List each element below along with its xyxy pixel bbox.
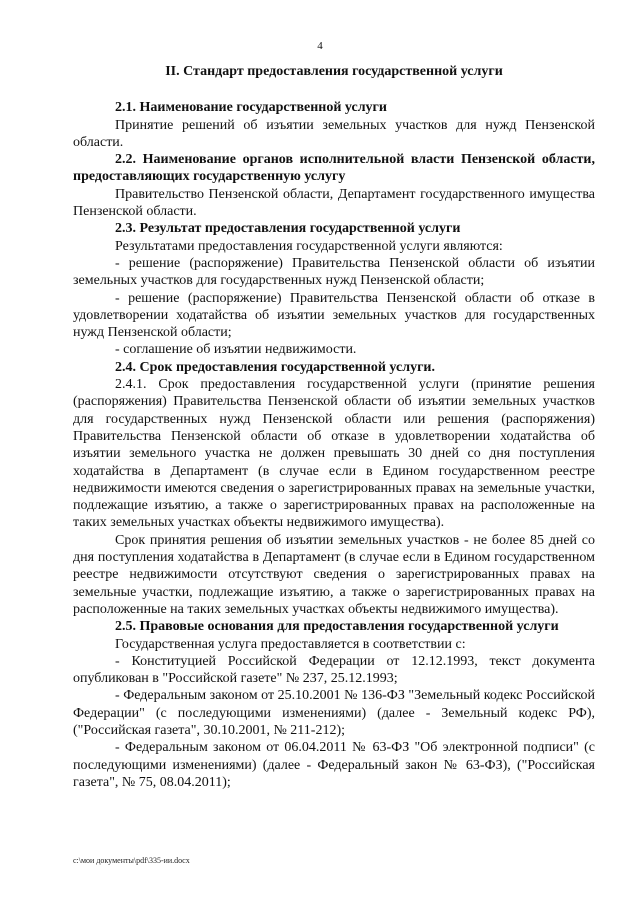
paragraph: - решение (распоряжение) Правительства Пензенской области об изъятии земельных участков для государственных нужд Пензенской области; xyxy=(73,255,595,289)
section-title: II. Стандарт предоставления государственной услуги xyxy=(165,64,503,79)
page-number: 4 xyxy=(317,40,323,52)
paragraph: - Конституцией Российской Федерации от 12.12.1993, текст документа опубликован в "Российской газете" № 237, 25.12.1993; xyxy=(73,653,595,687)
paragraph: - решение (распоряжение) Правительства Пензенской области об отказе в удовлетворении ходатайства об изъятии земельных участков для государственных нужд Пензенской области; xyxy=(73,290,595,341)
document-body xyxy=(73,63,595,791)
paragraph: - Федеральным законом от 06.04.2011 № 63-ФЗ "Об электронной подписи" (с последующими изменениями) (далее - Федеральный закон № 63-ФЗ), ("Российская газета", № 75, 08.04.2011); xyxy=(73,740,595,790)
paragraph-list xyxy=(73,99,595,791)
subsection-heading: 2.2. Наименование органов исполнительной власти Пензенской области, предоставляющих государственную услугу xyxy=(73,152,595,185)
subsection-heading: 2.4. Срок предоставления государственной услуги. xyxy=(115,359,435,375)
subsection-heading: 2.5. Правовые основания для предоставления государственной услуги xyxy=(115,619,559,635)
paragraph: 2.4.1. Срок предоставления государственной услуги (принятие решения (распоряжения) Правительства Пензенской области об изъятии земельных участков для государственных нужд Пензенской области или решения (распоряжения) Правительства Пензенской области об отказе в удовлетворении ходатайства об изъятии земельного участка не должен превышать 30 дней со дня поступления ходатайства в Департамент (в случае если в Едином государственном реестре недвижимости имеются сведения о зарегистрированных правах на земельные участки, подлежащие изъятию, а также о зарегистрированных правах на расположенные на таких земельных участках объекты недвижимого имущества). xyxy=(73,377,595,531)
file-path-footer: c:\мои документы\pdf\335-ии.docx xyxy=(73,856,190,865)
subsection-heading: 2.3. Результат предоставления государственной услуги xyxy=(115,221,461,237)
paragraph: - соглашение об изъятии недвижимости. xyxy=(115,342,357,358)
paragraph: Государственная услуга предоставляется в соответствии с: xyxy=(115,636,466,652)
paragraph: Принятие решений об изъятии земельных участков для нужд Пензенской области. xyxy=(73,117,595,150)
paragraph: Правительство Пензенской области, Департамент государственного имущества Пензенской области. xyxy=(73,186,595,220)
paragraph: Срок принятия решения об изъятии земельных участков - не более 85 дней со дня поступления ходатайства в Департамент (в случае если в Едином государственном реестре недвижимости отсутствуют сведения о зарегистрированных правах на земельные участки, подлежащие изъятию, а также о зарегистрированных правах на расположенные на таких земельных участках объекты недвижимого имущества). xyxy=(73,532,595,617)
paragraph: - Федеральным законом от 25.10.2001 № 136-ФЗ "Земельный кодекс Российской Федерации" (с последующими изменениями) (далее - Земельный кодекс РФ), ("Российская газета", 30.10.2001, № 211-212); xyxy=(73,688,595,738)
paragraph: Результатами предоставления государственной услуги являются: xyxy=(115,238,503,254)
subsection-heading: 2.1. Наименование государственной услуги xyxy=(115,100,387,116)
